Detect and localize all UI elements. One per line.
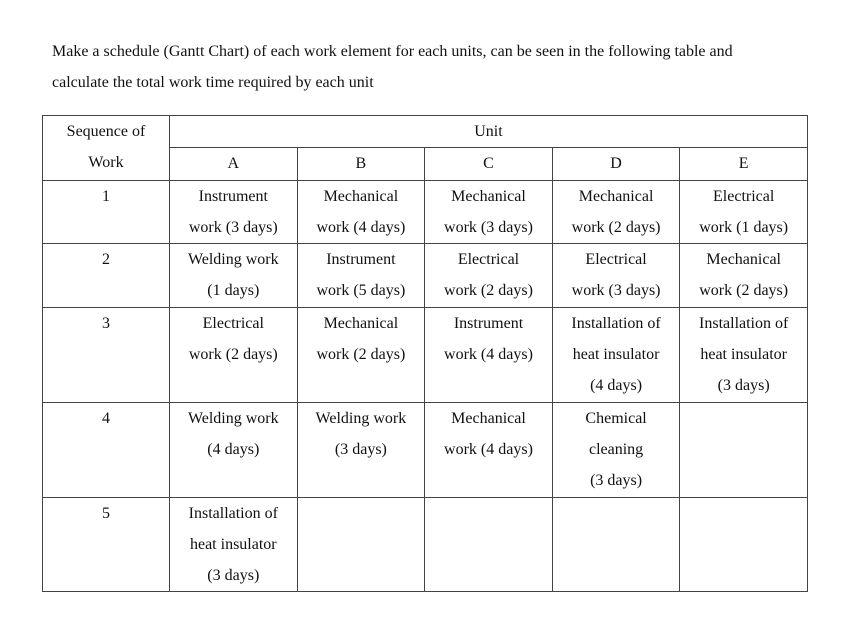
table-row	[43, 180, 808, 244]
work-cell-line: Welding work	[187, 409, 279, 427]
work-cell-line: cleaning	[588, 440, 644, 458]
work-cell-line: heat insulator	[572, 346, 660, 364]
work-cell-line: work (4 days)	[444, 440, 533, 458]
work-cell-unit-e	[680, 244, 808, 308]
work-cell-unit-b	[297, 402, 425, 497]
sequence-header-cell	[43, 116, 170, 181]
work-cell-line: Electrical	[202, 314, 264, 332]
sequence-number-cell: 4	[43, 402, 170, 497]
work-cell-line: Chemical	[585, 409, 647, 427]
work-cell-line: work (3 days)	[444, 218, 533, 236]
instruction-line-1: Make a schedule (Gantt Chart) of each work element for each units, can be seen in the following table and	[52, 43, 733, 60]
work-cell-unit-b	[297, 307, 425, 402]
work-cell-unit-c	[425, 497, 553, 592]
work-cell-unit-a	[170, 244, 298, 308]
work-schedule-table	[42, 115, 808, 592]
instruction-paragraph	[52, 36, 832, 98]
work-cell-unit-b	[297, 497, 425, 592]
work-cell-line: (4 days)	[590, 377, 643, 395]
work-cell-line: Instrument	[198, 187, 268, 205]
table-row	[43, 307, 808, 402]
work-cell-line: Electrical	[457, 251, 520, 269]
work-cell-line: work (4 days)	[316, 218, 406, 236]
work-cell-line: work (5 days)	[316, 282, 406, 300]
work-cell-line: work (2 days)	[316, 346, 406, 364]
sequence-number-cell: 5	[43, 497, 170, 592]
work-cell-line: work (3 days)	[571, 282, 661, 300]
work-cell-unit-e	[680, 497, 808, 592]
work-cell-line: heat insulator	[189, 535, 277, 553]
work-cell-line: heat insulator	[700, 346, 787, 364]
work-cell-line: (3 days)	[334, 440, 387, 458]
unit-header-a: A	[170, 148, 298, 180]
work-cell-unit-a	[170, 180, 298, 244]
work-cell-unit-d	[552, 497, 680, 592]
work-cell-line: Welding work	[187, 251, 279, 269]
work-cell-line: work (1 days)	[699, 218, 789, 236]
work-cell-line: Mechanical	[706, 251, 781, 269]
work-cell-line: Mechanical	[323, 314, 399, 332]
work-cell-unit-d	[552, 402, 680, 497]
instruction-line-2: calculate the total work time required by each unit	[52, 74, 374, 91]
unit-header-d: D	[552, 148, 680, 180]
unit-header-c: C	[425, 148, 553, 180]
work-cell-line: Mechanical	[451, 409, 526, 427]
unit-header-cell: Unit	[170, 116, 808, 148]
work-cell-unit-a	[170, 307, 298, 402]
work-cell-unit-e	[680, 402, 808, 497]
unit-header-e: E	[680, 148, 808, 180]
work-cell-line: work (4 days)	[444, 346, 533, 364]
unit-header-b: B	[297, 148, 425, 180]
table-row	[43, 402, 808, 497]
work-cell-line: work (3 days)	[188, 218, 278, 236]
sequence-number-cell: 3	[43, 307, 170, 402]
sequence-number-cell: 2	[43, 244, 170, 308]
work-cell-unit-c	[425, 402, 553, 497]
work-cell-unit-c	[425, 307, 553, 402]
work-cell-unit-c	[425, 244, 553, 308]
work-cell-line: Instrument	[453, 314, 524, 332]
sequence-number-cell: 1	[43, 180, 170, 244]
work-cell-line: work (2 days)	[188, 346, 278, 364]
work-cell-line: Mechanical	[323, 187, 399, 205]
work-cell-line: Welding work	[315, 409, 407, 427]
work-cell-unit-a	[170, 497, 298, 592]
work-cell-line: work (2 days)	[571, 218, 661, 236]
work-cell-line: (3 days)	[717, 377, 770, 395]
work-cell-line: Instrument	[326, 251, 396, 269]
work-cell-unit-e	[680, 307, 808, 402]
work-cell-unit-d	[552, 307, 680, 402]
work-cell-unit-e	[680, 180, 808, 244]
work-cell-line: Installation of	[699, 314, 789, 332]
work-cell-line: (3 days)	[207, 567, 260, 585]
work-cell-line: Installation of	[571, 314, 661, 332]
work-cell-line: (3 days)	[590, 472, 643, 490]
work-cell-line: Mechanical	[451, 187, 526, 205]
work-cell-unit-d	[552, 244, 680, 308]
work-cell-line: (1 days)	[207, 282, 260, 300]
table-row	[43, 497, 808, 592]
work-cell-unit-b	[297, 244, 425, 308]
work-cell-unit-a	[170, 402, 298, 497]
table-row	[43, 244, 808, 308]
work-cell-unit-d	[552, 180, 680, 244]
work-cell-line: work (2 days)	[444, 282, 533, 300]
sequence-header-line-1: Sequence of	[66, 123, 146, 140]
work-cell-line: Installation of	[188, 504, 278, 522]
work-cell-line: work (2 days)	[699, 282, 789, 300]
work-cell-unit-c	[425, 180, 553, 244]
work-cell-line: (4 days)	[207, 440, 260, 458]
sequence-header-line-2: Work	[88, 154, 124, 172]
work-cell-line: Mechanical	[578, 187, 654, 205]
work-cell-line: Electrical	[713, 187, 775, 205]
work-cell-unit-b	[297, 180, 425, 244]
work-cell-line: Electrical	[585, 251, 647, 269]
